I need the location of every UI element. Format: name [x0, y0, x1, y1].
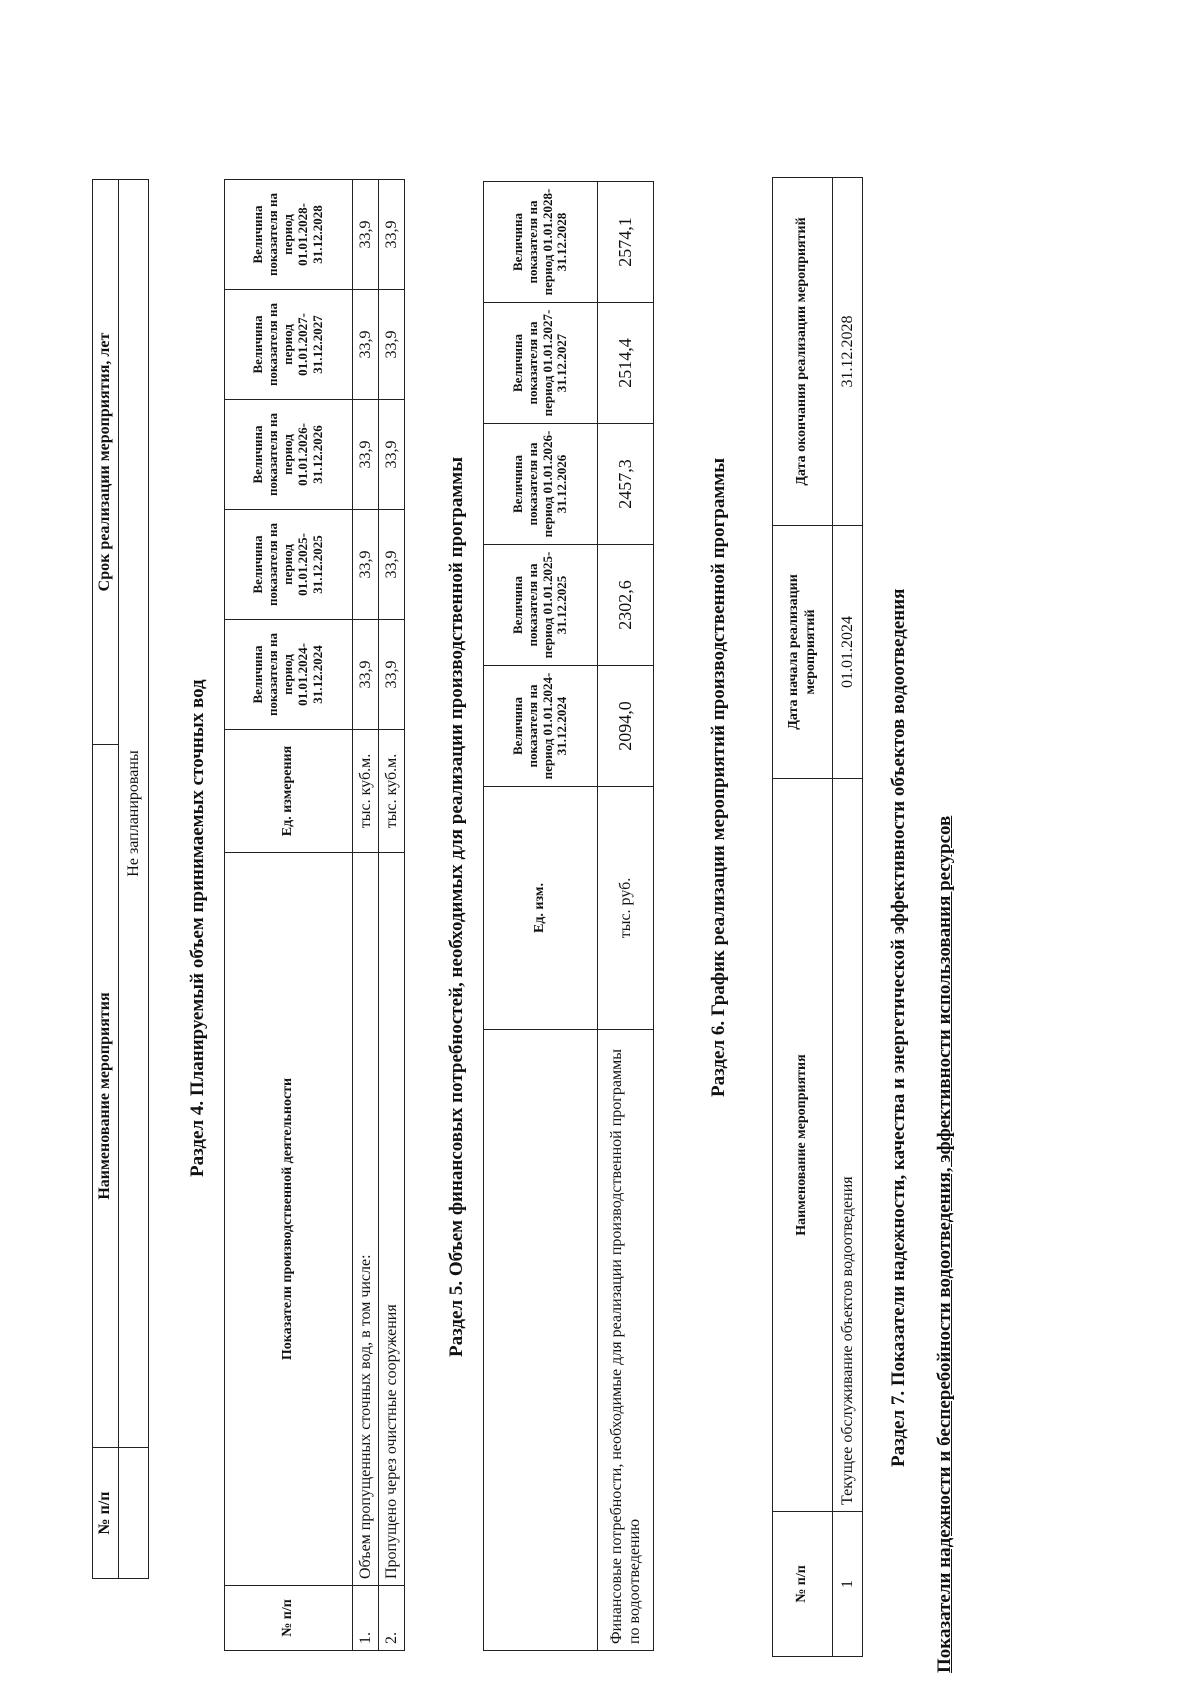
- row-number: 2.: [379, 1586, 405, 1651]
- s5-col-2024: Величина показателя на период 01.01.2024-31.12.2024: [484, 666, 598, 787]
- row-value: 33,9: [353, 510, 379, 620]
- s5-col-2028: Величина показателя на период 01.01.2028-31.12.2028: [484, 182, 598, 303]
- table-row: [379, 180, 405, 1651]
- row-value: 33,9: [353, 620, 379, 730]
- s6-col-end: Дата окончания реализации мероприятий: [773, 178, 833, 526]
- s4-col-unit: Ед. измерения: [225, 730, 353, 853]
- s5-col-2025: Величина показателя на период 01.01.2025-31.12.2025: [484, 545, 598, 666]
- row-indicator: Объем пропущенных сточных вод, в том числе:: [353, 853, 379, 1586]
- s4-col-number: № п/п: [225, 1586, 353, 1651]
- s4-col-2026: Величина показателя на период 01.01.2026-31.12.2026: [225, 400, 353, 510]
- row-value: 2302,6: [598, 545, 654, 666]
- row-value: 2574,1: [598, 182, 654, 303]
- row-value: 2457,3: [598, 424, 654, 545]
- row-unit: тыс. куб.м.: [379, 730, 405, 853]
- row-end-date: 31.12.2028: [833, 178, 863, 526]
- row-unit: тыс. руб.: [598, 787, 654, 1030]
- s5-col-unit: Ед. изм.: [484, 787, 598, 1030]
- not-planned-text: Не запланированы: [119, 180, 149, 1448]
- row-value: 33,9: [379, 290, 405, 400]
- row-value: 33,9: [379, 400, 405, 510]
- row-value: 33,9: [353, 400, 379, 510]
- s5-col-blank: [484, 1030, 598, 1651]
- row-number: 1: [833, 1512, 863, 1657]
- s4-col-2027: Величина показателя на период 01.01.2027-31.12.2027: [225, 290, 353, 400]
- row-value: 33,9: [379, 180, 405, 290]
- col-number: № п/п: [93, 1448, 119, 1579]
- s6-col-measure: Наименование мероприятия: [773, 779, 833, 1512]
- s4-col-2025: Величина показателя на период 01.01.2025-31.12.2025: [225, 510, 353, 620]
- s6-col-number: № п/п: [773, 1512, 833, 1657]
- section4-table: [224, 179, 405, 1651]
- row-value: 2514,4: [598, 303, 654, 424]
- section5-table: [483, 181, 654, 1651]
- section6-title: Раздел 6. График реализации мероприятий производственной программы: [708, 457, 729, 1097]
- s4-col-2028: Величина показателя на период 01.01.2028-31.12.2028: [225, 180, 353, 290]
- row-unit: тыс. куб.м.: [353, 730, 379, 853]
- s4-col-indicator: Показатели производственной деятельности: [225, 853, 353, 1586]
- s6-col-start: Дата начала реализации мероприятий: [773, 526, 833, 779]
- row-indicator: Пропущено через очистные сооружения: [379, 853, 405, 1586]
- section7-title: Раздел 7. Показатели надежности, качества и энергетической эффективности объектов водоотведения: [888, 588, 909, 1467]
- row-value: 33,9: [379, 510, 405, 620]
- col-term: Срок реализации мероприятия, лет: [93, 180, 119, 745]
- table-row: [833, 178, 863, 1657]
- s4-col-2024: Величина показателя на период 01.01.2024-31.12.2024: [225, 620, 353, 730]
- section6-table: [772, 177, 863, 1657]
- row-value: 33,9: [379, 620, 405, 730]
- row-value: 33,9: [353, 290, 379, 400]
- table-row: [353, 180, 379, 1651]
- col-measure-name: Наименование мероприятия: [93, 745, 119, 1448]
- planned-measures-table: [92, 179, 149, 1579]
- section4-title: Раздел 4. Планируемый объем принимаемых сточных вод: [187, 679, 208, 1177]
- row-measure: Текущее обслуживание объектов водоотведения: [833, 779, 863, 1512]
- row-value: 33,9: [353, 180, 379, 290]
- row-number: 1.: [353, 1586, 379, 1651]
- section7-subtitle: Показатели надежности и бесперебойности водоотведения, эффективности использования ресурсов: [934, 815, 955, 1673]
- empty-cell: [119, 1448, 149, 1579]
- section5-title: Раздел 5. Объем финансовых потребностей, необходимых для реализации производственной программы: [446, 456, 467, 1357]
- s5-col-2027: Величина показателя на период 01.01.2027-31.12.2027: [484, 303, 598, 424]
- table-row: [598, 182, 654, 1651]
- row-value: 2094,0: [598, 666, 654, 787]
- row-start-date: 01.01.2024: [833, 526, 863, 779]
- row-indicator: Финансовые потребности, необходимые для реализации производственной программы по водоотведению: [598, 1030, 654, 1651]
- s5-col-2026: Величина показателя на период 01.01.2026-31.12.2026: [484, 424, 598, 545]
